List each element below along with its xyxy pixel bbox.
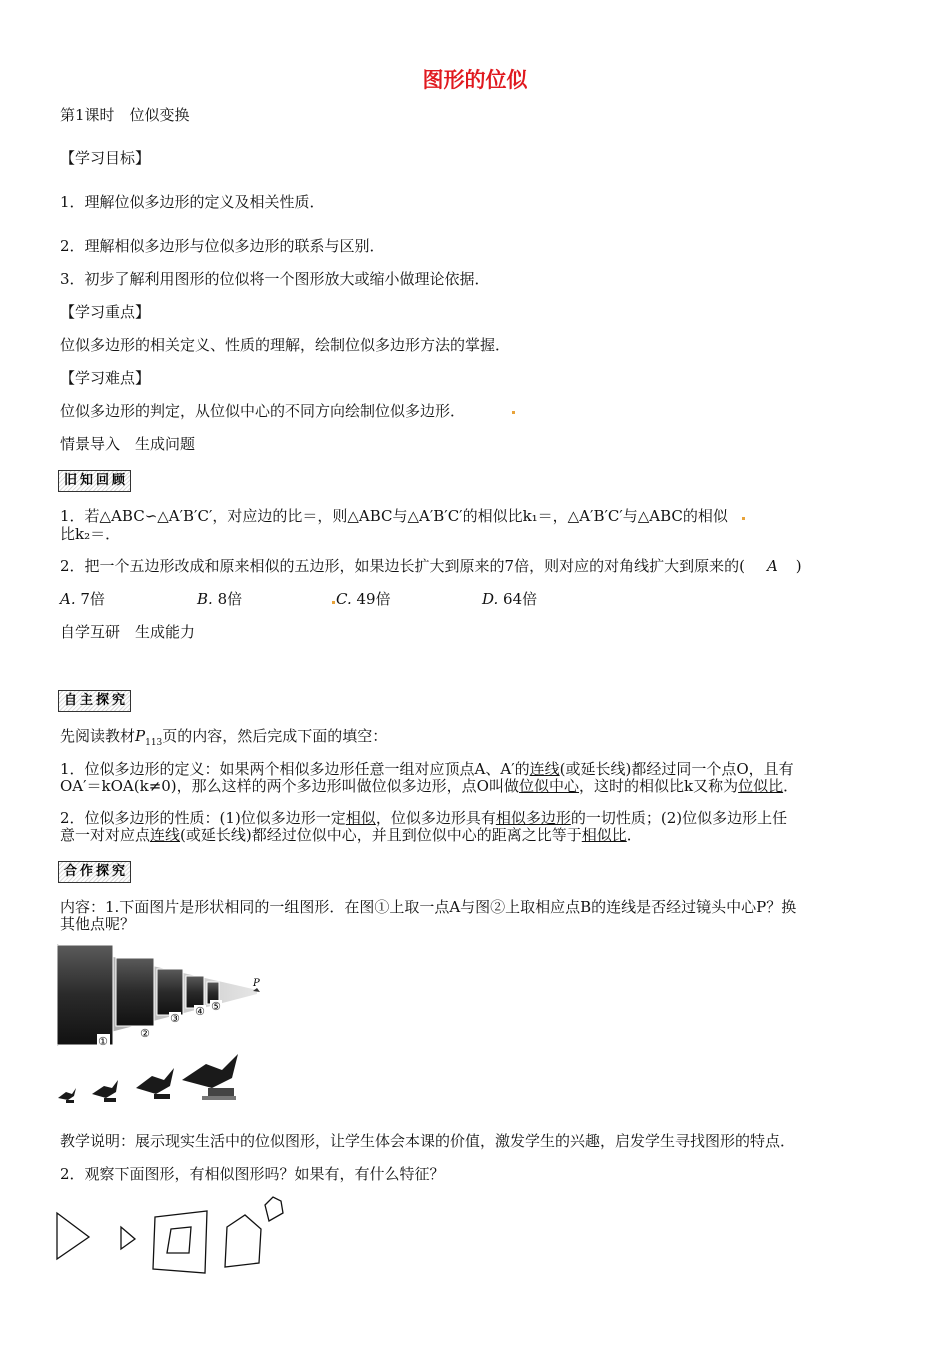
review-question-2-answer: A bbox=[766, 557, 778, 575]
large-pentagon bbox=[225, 1215, 261, 1267]
photo-3 bbox=[157, 969, 183, 1015]
review-question-1-line-1: 1．若△ABC∽△A′B′C′，对应边的比＝，则△ABC与△A′B′C′的相似比k₁＝，△A′B′C′与△ABC的相似 bbox=[60, 507, 728, 525]
property-answer-2: 相似多边形 bbox=[495, 809, 571, 827]
small-triangle bbox=[121, 1227, 135, 1249]
option-d bbox=[482, 590, 537, 609]
review-question-2-close: ) bbox=[795, 557, 802, 575]
inner-quadrilateral bbox=[167, 1227, 191, 1253]
option-d-text: 64倍 bbox=[503, 590, 538, 608]
orange-mark bbox=[742, 517, 745, 520]
shapes-figure bbox=[55, 1193, 295, 1275]
option-c-letter: C. bbox=[336, 590, 352, 608]
badge-cooperation: 合作探究 bbox=[58, 861, 131, 883]
key-points-heading: 【学习重点】 bbox=[60, 303, 151, 321]
figure-label-1: ① bbox=[98, 1035, 108, 1048]
orange-mark bbox=[332, 601, 335, 604]
property-answer-1: 相似 bbox=[345, 809, 376, 827]
teaching-note: 教学说明：展示现实生活中的位似图形，让学生体会本课的价值，激发学生的兴趣，启发学生寻找图形的特点． bbox=[60, 1132, 796, 1150]
self-study-intro bbox=[60, 727, 387, 753]
section-heading-intro: 情景导入 生成问题 bbox=[60, 435, 196, 453]
lesson-subtitle: 第1课时 位似变换 bbox=[60, 106, 190, 124]
option-b-text: 8倍 bbox=[217, 590, 243, 608]
goal-item-1: 1．理解位似多边形的定义及相关性质． bbox=[60, 193, 325, 211]
definition-answer-3: 位似比 bbox=[738, 777, 784, 795]
property-answer-3: 连线 bbox=[150, 826, 181, 844]
option-a-text: 7倍 bbox=[80, 590, 105, 608]
goal-item-3: 3．初步了解利用图形的位似将一个图形放大或缩小做理论依据． bbox=[60, 270, 490, 288]
definition-text-e: ． bbox=[783, 777, 799, 795]
cooperation-content-line-2: 其他点呢？ bbox=[60, 915, 136, 933]
figure-label-2: ② bbox=[140, 1027, 150, 1040]
intro-page-number: 113 bbox=[145, 738, 163, 748]
bird-stand-3 bbox=[154, 1094, 170, 1099]
figure-label-4: ④ bbox=[195, 1005, 205, 1018]
option-d-letter: D. bbox=[482, 590, 499, 608]
outer-quadrilateral bbox=[153, 1211, 207, 1273]
photo-1 bbox=[57, 945, 113, 1045]
option-b bbox=[197, 590, 242, 609]
intro-text-a: 先阅读教材 bbox=[60, 727, 136, 745]
intro-text-b: 页的内容，然后完成下面的填空： bbox=[162, 727, 388, 745]
property-text-e: (或延长线)都经过位似中心，并且到位似中心的距离之比等于 bbox=[180, 826, 582, 844]
photo-4 bbox=[186, 976, 204, 1008]
option-a-letter: A. bbox=[60, 590, 76, 608]
property-text-a: 2．位似多边形的性质：(1)位似多边形一定 bbox=[60, 809, 346, 827]
intro-page-letter: P bbox=[135, 727, 146, 745]
bird-4 bbox=[182, 1054, 238, 1088]
definition-text-c: OA′＝kOA(k≠0)，那么这样的两个多边形叫做位似多边形，点O叫做 bbox=[60, 777, 519, 795]
option-c bbox=[336, 590, 391, 609]
difficulties-heading: 【学习难点】 bbox=[60, 369, 151, 387]
bird-base-4 bbox=[202, 1096, 236, 1100]
option-a bbox=[60, 590, 105, 609]
key-points-text: 位似多边形的相关定义、性质的理解，绘制位似多边形方法的掌握． bbox=[60, 336, 511, 354]
bird-stand-4 bbox=[208, 1088, 234, 1096]
section-heading-self-study: 自学互研 生成能力 bbox=[60, 623, 196, 641]
definition-text-a: 1．位似多边形的定义：如果两个相似多边形任意一组对应顶点A、A′的 bbox=[60, 760, 530, 778]
lens-center-label: P bbox=[253, 978, 260, 989]
photo-2 bbox=[116, 958, 154, 1026]
definition-line-2 bbox=[60, 777, 798, 796]
option-b-letter: B. bbox=[197, 590, 213, 608]
bird-stand-2 bbox=[104, 1098, 116, 1102]
review-question-1-line-2: 比k₂＝． bbox=[60, 525, 121, 543]
large-triangle bbox=[57, 1213, 89, 1259]
figure-label-3: ③ bbox=[170, 1012, 180, 1025]
orange-mark bbox=[512, 411, 515, 414]
badge-self-study: 自主探究 bbox=[58, 690, 131, 712]
cooperation-content-line-1: 内容：1.下面图片是形状相同的一组图形．在图①上取一点A与图②上取相应点B的连线是否经过镜头中心P？换 bbox=[60, 898, 797, 916]
figure-label-5: ⑤ bbox=[211, 1000, 221, 1013]
bird-stand-1 bbox=[66, 1100, 74, 1103]
property-text-b: ，位似多边形具有 bbox=[375, 809, 496, 827]
goals-heading: 【学习目标】 bbox=[60, 149, 151, 167]
goal-item-2: 2．理解相似多边形与位似多边形的联系与区别． bbox=[60, 237, 385, 255]
definition-text-b: (或延长线)都经过同一个点O，且有 bbox=[559, 760, 794, 778]
cooperation-question-2: 2．观察下面图形，有相似图形吗？如果有，有什么特征？ bbox=[60, 1165, 445, 1183]
badge-review: 旧知回顾 bbox=[58, 470, 131, 492]
bird-1 bbox=[58, 1088, 76, 1100]
definition-answer-1: 连线 bbox=[529, 760, 560, 778]
bird-2 bbox=[92, 1080, 118, 1098]
property-line-2 bbox=[60, 826, 642, 845]
definition-text-d: ，这时的相似比k又称为 bbox=[578, 777, 739, 795]
page-title: 图形的位似 bbox=[422, 68, 528, 92]
property-text-f: ． bbox=[626, 826, 642, 844]
bird-3 bbox=[136, 1068, 174, 1094]
review-question-2 bbox=[60, 557, 802, 576]
similar-birds-figure bbox=[56, 1054, 256, 1114]
property-text-d: 意一对对应点 bbox=[60, 826, 151, 844]
definition-answer-2: 位似中心 bbox=[518, 777, 579, 795]
small-pentagon bbox=[265, 1197, 283, 1221]
homothety-photo-figure bbox=[57, 942, 277, 1050]
review-question-2-text: 2．把一个五边形改成和原来相似的五边形，如果边长扩大到原来的7倍，则对应的对角线扩大到原来的( bbox=[60, 557, 745, 575]
option-c-text: 49倍 bbox=[356, 590, 391, 608]
property-text-c: 的一切性质；(2)位似多边形上任 bbox=[570, 809, 788, 827]
property-answer-4: 相似比 bbox=[581, 826, 627, 844]
difficulties-text: 位似多边形的判定，从位似中心的不同方向绘制位似多边形． bbox=[60, 402, 466, 420]
